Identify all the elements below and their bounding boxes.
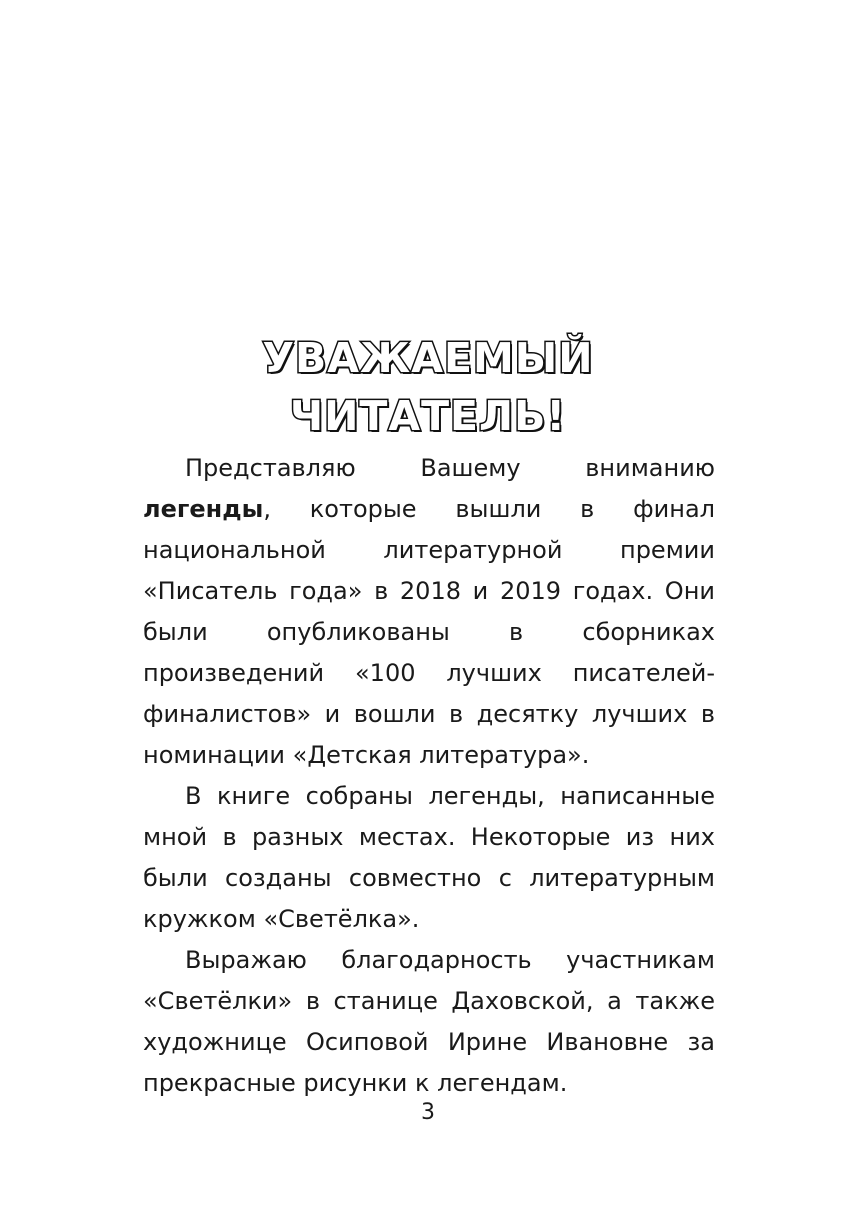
heading-line-1: УВАЖАЕМЫЙ xyxy=(262,334,594,383)
paragraph-1-bold-term: легенды xyxy=(143,495,264,523)
paragraph-1-rest: , которые вышли в финал национальной литературной премии «Писатель года» в 2018 и 2019 годах. Они были опубликованы в сборниках произведений «100 лучших писателей-финалистов» и вошли в десятку лучших в номинации «Детская литература». xyxy=(143,495,715,769)
paragraph-1-intro: Представляю Вашему вниманию xyxy=(185,454,715,482)
heading-line-2: ЧИТАТЕЛЬ! xyxy=(289,392,567,441)
page-heading xyxy=(0,329,856,445)
page-number: 3 xyxy=(421,1100,435,1125)
paragraph-1 xyxy=(143,448,715,776)
paragraph-2: В книге собраны легенды, написанные мной в разных местах. Некоторые из них были созданы совместно с литературным кружком «Светёлка». xyxy=(143,782,715,933)
paragraph-3: Выражаю благодарность участникам «Светёлки» в станице Даховской, а также художнице Осиповой Ирине Ивановне за прекрасные рисунки к легендам. xyxy=(143,946,715,1097)
body-text xyxy=(143,448,715,1104)
